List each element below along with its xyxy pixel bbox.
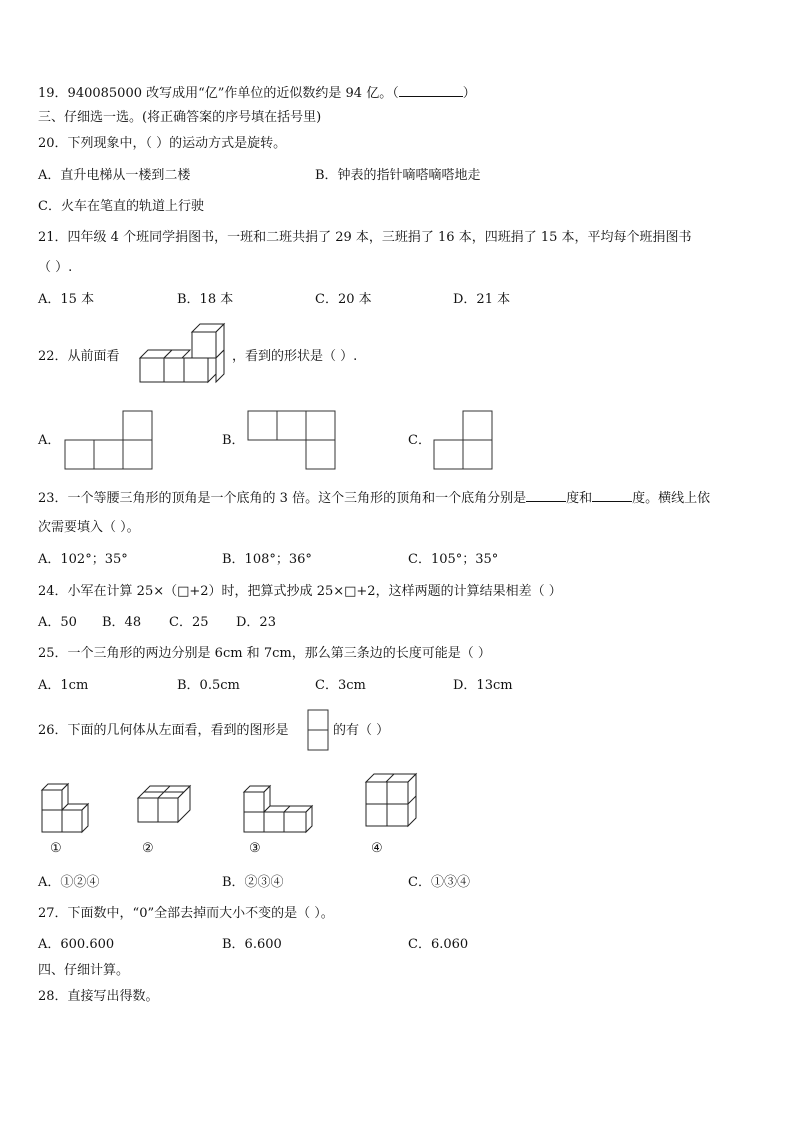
option-c: C．①③④	[408, 875, 470, 890]
question-19	[38, 84, 476, 102]
solid-2-label: ②	[142, 841, 154, 856]
answer-blank	[526, 489, 566, 502]
question-23-end: 度。横线上依	[632, 491, 711, 506]
option-b-label: B．	[222, 433, 245, 448]
option-b: B．钟表的指针嘀嗒嘀嗒地走	[315, 168, 481, 183]
option-c: C．6.060	[408, 937, 469, 952]
question-21-stem-cont: （ ）.	[38, 260, 73, 275]
option-a: A．102°；35°	[38, 552, 128, 567]
option-a-label: A．	[38, 433, 61, 448]
option-c: C．3cm	[315, 678, 366, 693]
left-view-shape	[307, 709, 329, 751]
option-b: B．108°；36°	[222, 552, 312, 567]
solid-3-label: ③	[249, 841, 261, 856]
question-22-suffix: ，看到的形状是（ ）.	[232, 349, 358, 364]
solid-3-figure	[242, 780, 318, 836]
question-23-stem	[38, 489, 710, 507]
option-c: C．火车在笔直的轨道上行驶	[38, 199, 204, 214]
question-23-stem-cont: 次需要填入（ ）。	[38, 520, 140, 535]
solid-1-figure	[40, 776, 96, 836]
option-c: C．25	[169, 615, 209, 630]
question-22-prefix: 22．从前面看	[38, 349, 120, 364]
option-a: A．50	[38, 615, 77, 630]
option-c: C．105°；35°	[408, 552, 499, 567]
question-19-text: 19．940085000 改写成用“亿”作单位的近似数约是 94 亿。（	[38, 86, 399, 101]
answer-blank	[592, 489, 632, 502]
option-b-shape	[247, 410, 337, 472]
answer-blank	[399, 84, 463, 97]
option-b: B．0.5cm	[177, 678, 240, 693]
question-26-prefix: 26．下面的几何体从左面看，看到的图形是	[38, 723, 289, 738]
section-3-heading: 三、仔细选一选。(将正确答案的序号填在括号里)	[38, 110, 322, 125]
cube-solid-figure	[138, 322, 234, 388]
solid-4-label: ④	[371, 841, 383, 856]
option-b: B．6.600	[222, 937, 282, 952]
section-4-heading: 四、仔细计算。	[38, 963, 130, 978]
question-19-tail: ）	[462, 86, 476, 101]
question-25-stem: 25．一个三角形的两边分别是 6cm 和 7cm，那么第三条边的长度可能是（ ）	[38, 646, 491, 661]
option-b: B．②③④	[222, 875, 284, 890]
solid-2-figure	[136, 784, 196, 828]
question-20-stem: 20．下列现象中，（ ）的运动方式是旋转。	[38, 136, 287, 151]
option-a: A．600.600	[38, 937, 115, 952]
option-b: B．18 本	[177, 292, 234, 307]
question-23-mid: 度和	[566, 491, 593, 506]
option-c-label: C．	[408, 433, 431, 448]
option-a: A．直升电梯从一楼到二楼	[38, 168, 191, 183]
option-c: C．20 本	[315, 292, 372, 307]
question-28-stem: 28．直接写出得数。	[38, 989, 159, 1004]
question-27-stem: 27．下面数中，“0”全部去掉而大小不变的是（ ）。	[38, 906, 334, 921]
option-d: D．21 本	[453, 292, 511, 307]
question-24-stem: 24．小军在计算 25×（□+2）时，把算式抄成 25×□+2，这样两题的计算结果相差（ ）	[38, 584, 562, 599]
option-d: D．23	[236, 615, 276, 630]
option-a: A．①②④	[38, 875, 100, 890]
option-c-shape	[433, 410, 495, 472]
option-a: A．1cm	[38, 678, 89, 693]
option-d: D．13cm	[453, 678, 513, 693]
question-21-stem: 21．四年级 4 个班同学捐图书，一班和二班共捐了 29 本，三班捐了 16 本，四班捐了 15 本，平均每个班捐图书	[38, 230, 692, 245]
option-b: B．48	[102, 615, 142, 630]
question-26-suffix: 的有（ ）	[333, 723, 390, 738]
option-a-shape	[64, 410, 154, 472]
solid-4-figure	[364, 770, 420, 830]
solid-1-label: ①	[50, 841, 62, 856]
option-a: A．15 本	[38, 292, 95, 307]
question-23-text: 23．一个等腰三角形的顶角是一个底角的 3 倍。这个三角形的顶角和一个底角分别是	[38, 491, 527, 506]
